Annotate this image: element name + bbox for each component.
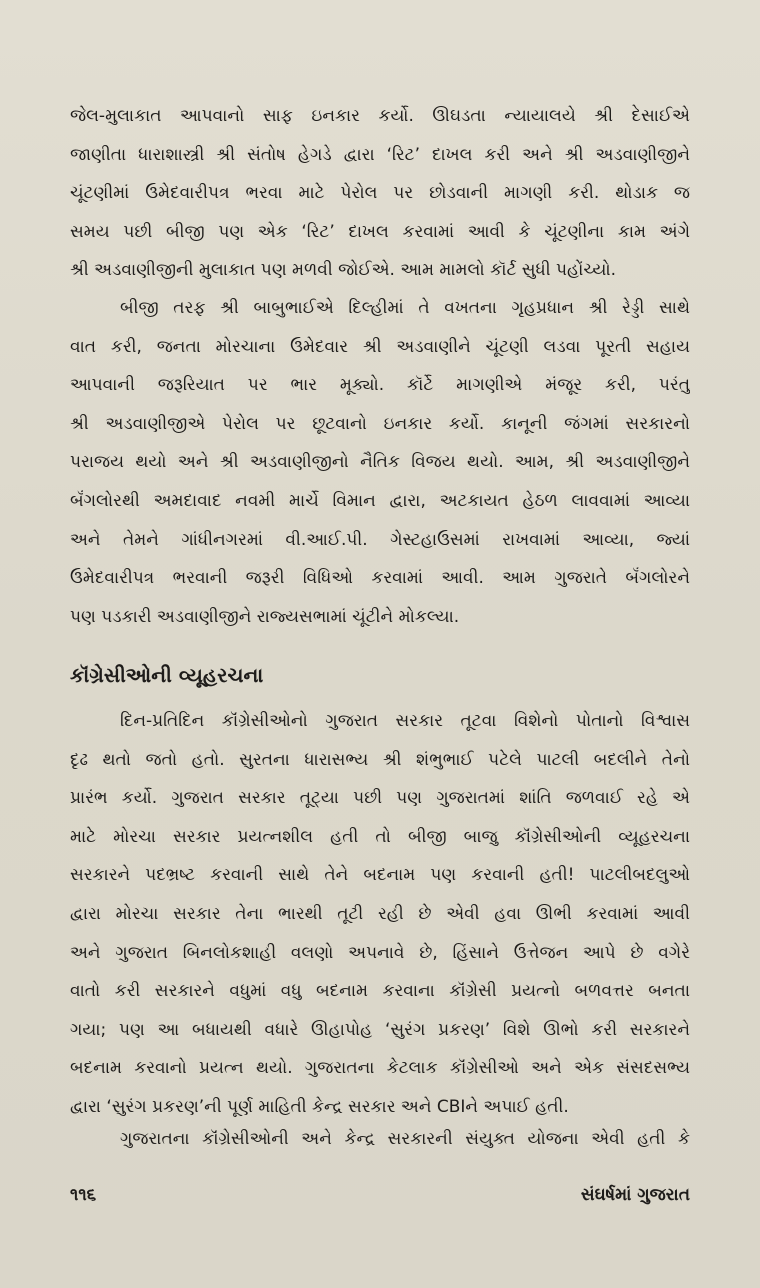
text-line: અને તેમને ગાંધીનગરમાં વી.આઈ.પી. ગેસ્ટહાઉસમાં રાખવામાં આવ્યા, જ્યાં <box>70 529 690 550</box>
text-line: વાતો કરી સરકારને વધુમાં વધુ બદનામ કરવાના કૉંગ્રેસી પ્રયત્નો બળવત્તર બનતા <box>70 981 690 1002</box>
text-line: દૃઢ થતો જતો હતો. સુરતના ધારાસભ્ય શ્રી શંભુભાઈ પટેલે પાટલી બદલીને તેનો <box>70 749 690 770</box>
text-line: ગુજરાતના કૉંગ્રેસીઓની અને કેન્દ્ર સરકારની સંયુક્ત યોજના એવી હતી કે <box>120 1129 690 1149</box>
paragraph-3 <box>70 702 690 1127</box>
text-line: શ્રી અડવાણીજીએ પેરોલ પર છૂટવાનો ઇનકાર કર્યો. કાનૂની જંગમાં સરકારનો <box>70 413 690 434</box>
text-line: પરાજય થયો અને શ્રી અડવાણીજીનો નૈતિક વિજય થયો. આમ, શ્રી અડવાણીજીને <box>70 452 690 473</box>
page-number: ૧૧૬ <box>70 1185 97 1205</box>
text-line: અને ગુજરાત બિનલોકશાહી વલણો અપનાવે છે, હિંસાને ઉત્તેજન આપે છે વગેરે <box>70 942 690 963</box>
paragraph-4 <box>70 1120 690 1159</box>
text-line: જાણીતા ધારાશાસ્ત્રી શ્રી સંતોષ હેગડે દ્વારા ‘રિટ’ દાખલ કરી અને શ્રી અડવાણીજીને <box>70 144 690 165</box>
paragraph-2 <box>70 289 690 636</box>
text-line: દિન-પ્રતિદિન કૉંગ્રેસીઓનો ગુજરાત સરકાર તૂટવા વિશેનો પોતાનો વિશ્વાસ <box>120 711 690 731</box>
text-line: માટે મોરચા સરકાર પ્રયત્નશીલ હતી તો બીજી બાજુ કૉંગ્રેસીઓની વ્યૂહરચના <box>70 826 690 847</box>
text-line: દ્વારા મોરચા સરકાર તેના ભારથી તૂટી રહી છે એવી હવા ઊભી કરવામાં આવી <box>70 903 690 924</box>
text-line: દ્વારા ‘સુરંગ પ્રકરણ’ની પૂર્ણ માહિતી કેન્દ્ર સરકાર અને CBIને અપાઈ હતી. <box>70 1096 569 1117</box>
text-line: સમય પછી બીજી પણ એક ‘રિટ’ દાખલ કરવામાં આવી કે ચૂંટણીના કામ અંગે <box>70 221 690 242</box>
text-line: પ્રારંભ કર્યો. ગુજરાત સરકાર તૂટ્યા પછી પણ ગુજરાતમાં શાંતિ જળવાઈ રહે એ <box>70 788 690 809</box>
text-line: બૅંગલોરથી અમદાવાદ નવમી માર્ચે વિમાન દ્વારા, અટકાયત હેઠળ લાવવામાં આવ્યા <box>70 490 690 511</box>
text-line: બીજી તરફ શ્રી બાબુભાઈએ દિલ્હીમાં તે વખતના ગૃહપ્રધાન શ્રી રેડ્ડી સાથે <box>120 298 690 318</box>
paragraph-1 <box>70 97 690 290</box>
running-title: સંઘર્ષમાં ગુજરાત <box>580 1185 690 1205</box>
text-line: આપવાની જરૂરિયાત પર ભાર મૂક્યો. કૉર્ટે માગણીએ મંજૂર કરી, પરંતુ <box>70 375 690 396</box>
text-line: ઉમેદવારીપત્ર ભરવાની જરૂરી વિધિઓ કરવામાં આવી. આમ ગુજરાતે બૅંગલોરને <box>70 568 690 589</box>
text-line: વાત કરી, જનતા મોરચાના ઉમેદવાર શ્રી અડવાણીને ચૂંટણી લડવા પૂરતી સહાય <box>70 336 690 357</box>
text-line: શ્રી અડવાણીજીની મુલાકાત પણ મળવી જોઈએ. આમ મામલો કૉર્ટ સુધી પહોંચ્યો. <box>70 260 617 281</box>
section-heading: કૉંગ્રેસીઓની વ્યૂહરચના <box>70 663 264 687</box>
text-line: બદનામ કરવાનો પ્રયત્ન થયો. ગુજરાતના કેટલાક કૉંગ્રેસીઓ અને એક સંસદસભ્ય <box>70 1058 690 1079</box>
text-line: ચૂંટણીમાં ઉમેદવારીપત્ર ભરવા માટે પેરોલ પર છોડવાની માગણી કરી. થોડાક જ <box>70 183 690 204</box>
text-line: સરકારને પદભ્રષ્ટ કરવાની સાથે તેને બદનામ પણ કરવાની હતી! પાટલીબદલુઓ <box>70 865 690 886</box>
text-line: પણ પડકારી અડવાણીજીને રાજ્યસભામાં ચૂંટીને મોકલ્યા. <box>70 606 460 627</box>
text-line: ગયા; પણ આ બધાયથી વધારે ઊહાપોહ ‘સુરંગ પ્રકરણ’ વિશે ઊભો કરી સરકારને <box>70 1019 690 1040</box>
text-line: જેલ-મુલાકાત આપવાનો સાફ ઇનકાર કર્યો. ઊઘડતા ન્યાયાલયે શ્રી દેસાઈએ <box>70 106 690 126</box>
